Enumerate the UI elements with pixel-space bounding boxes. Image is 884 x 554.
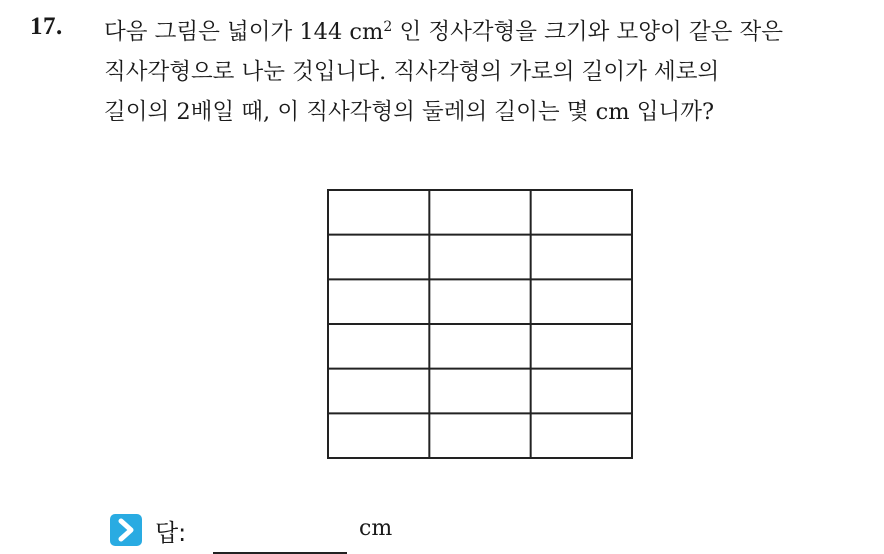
grid-diagram bbox=[327, 189, 633, 459]
problem-line-1-after: 인 정사각형을 크기와 모양이 같은 작은 bbox=[392, 19, 783, 45]
problem-line-1-before: 다음 그림은 넓이가 144 cm bbox=[104, 19, 384, 45]
problem-number: 17. bbox=[30, 13, 63, 40]
problem-line-2: 직사각형으로 나눈 것입니다. 직사각형의 가로의 길이가 세로의 bbox=[104, 59, 720, 85]
square-grid-figure bbox=[327, 189, 633, 459]
chevron-right-icon bbox=[110, 514, 142, 546]
superscript-exponent: 2 bbox=[383, 19, 393, 35]
problem-statement bbox=[104, 12, 874, 132]
answer-unit: cm bbox=[359, 516, 393, 541]
answer-label: 답: bbox=[155, 519, 187, 547]
problem-line-1 bbox=[104, 12, 874, 52]
problem-line-3: 길이의 2배일 때, 이 직사각형의 둘레의 길이는 몇 cm 입니까? bbox=[104, 99, 715, 125]
